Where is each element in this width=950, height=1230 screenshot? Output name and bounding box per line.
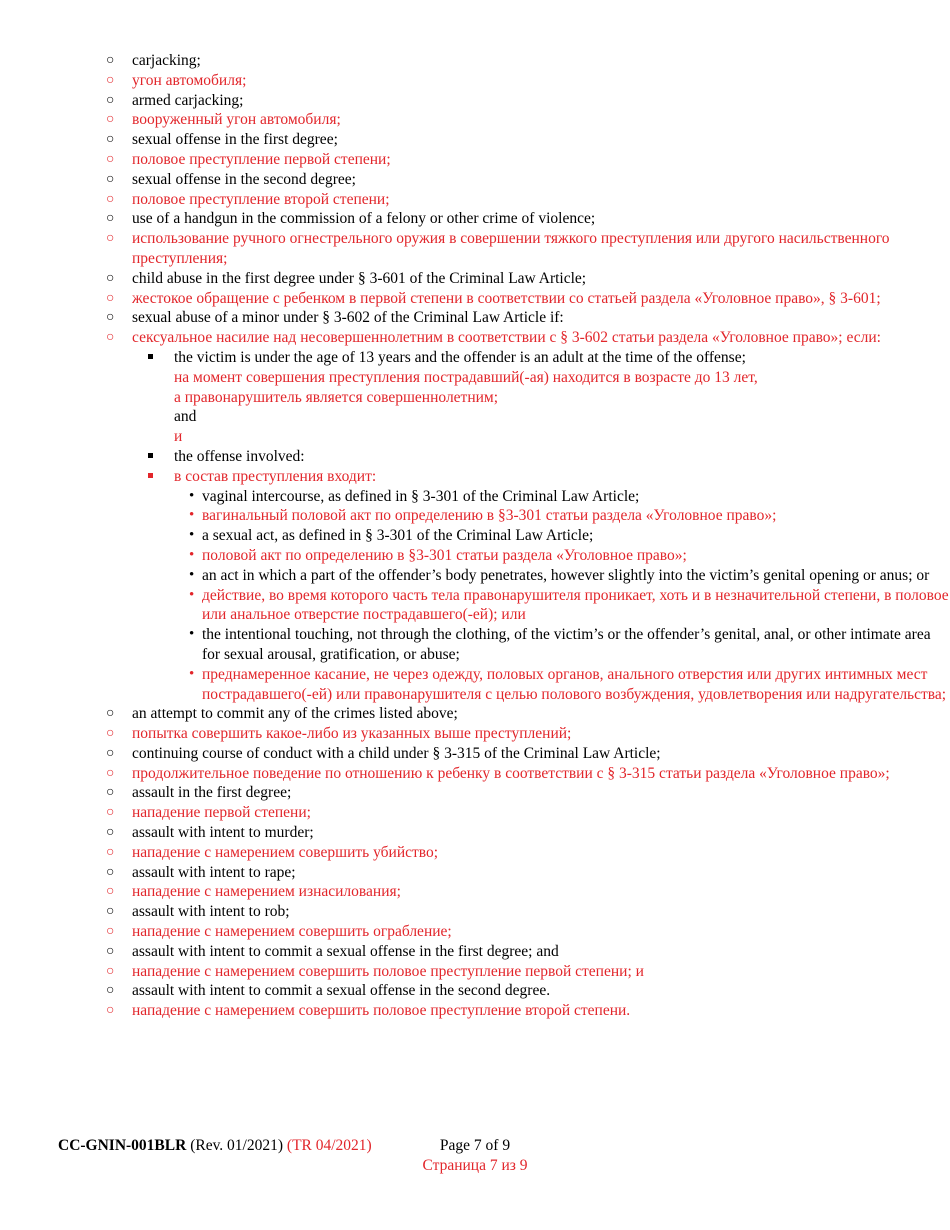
list-item xyxy=(0,566,950,586)
list-item xyxy=(0,823,950,843)
dot-bullet-icon: • xyxy=(189,507,195,524)
list-item xyxy=(0,764,950,784)
list-item xyxy=(0,803,950,823)
circle-bullet-icon: ○ xyxy=(106,270,115,286)
dot-bullet-icon: • xyxy=(189,527,195,544)
circle-bullet-icon: ○ xyxy=(106,765,115,781)
circle-bullet-icon: ○ xyxy=(106,983,115,999)
list-item xyxy=(0,902,950,922)
list-item xyxy=(0,863,950,883)
circle-bullet-icon: ○ xyxy=(106,1003,115,1019)
list-item xyxy=(0,110,950,130)
list-item-text: использование ручного огнестрельного оружия в совершении тяжкого преступления или другого насильственного преступления; xyxy=(132,230,890,267)
list-item-text: сексуальное насилие над несовершеннолетним в соответствии с § 3-602 статьи раздела «Уголовное право»; если: xyxy=(132,329,881,347)
list-item xyxy=(0,704,950,724)
list-item xyxy=(0,71,950,91)
list-item-text: нападение с намерением совершить половое преступление второй степени. xyxy=(132,1002,631,1020)
dot-bullet-icon: • xyxy=(189,626,195,643)
dot-bullet-icon: • xyxy=(189,665,195,682)
list-item-text: вооруженный угон автомобиля; xyxy=(132,111,341,129)
list-item xyxy=(0,190,950,210)
list-item-text: в состав преступления входит: xyxy=(174,467,377,485)
page-number xyxy=(420,1136,530,1176)
form-code: CC-GNIN-001BLR xyxy=(58,1137,187,1154)
circle-bullet-icon: ○ xyxy=(106,330,115,346)
list-item-text: и xyxy=(174,428,183,446)
circle-bullet-icon: ○ xyxy=(106,92,115,108)
square-bullet-icon xyxy=(148,348,153,368)
dot-bullet-icon: • xyxy=(189,546,195,563)
list-item-text: продолжительное поведение по отношению к ребенку в соответствии с § 3-315 статьи раздела «Уголовное право»; xyxy=(132,764,890,782)
list-item xyxy=(0,289,950,309)
list-item-text: sexual offense in the second degree; xyxy=(132,170,356,188)
list-item-text: an attempt to commit any of the crimes listed above; xyxy=(132,705,458,723)
circle-bullet-icon: ○ xyxy=(106,151,115,167)
square-bullet-icon xyxy=(148,467,153,487)
list-item-text: вагинальный половой акт по определению в §3-301 статьи раздела «Уголовное право»; xyxy=(202,507,777,525)
circle-bullet-icon: ○ xyxy=(106,963,115,979)
circle-bullet-icon: ○ xyxy=(106,112,115,128)
circle-bullet-icon: ○ xyxy=(106,904,115,920)
list-item xyxy=(0,744,950,764)
list-item xyxy=(0,783,950,803)
list-item xyxy=(0,586,950,626)
list-item-text: половой акт по определению в §3-301 статьи раздела «Уголовное право»; xyxy=(202,546,687,564)
list-item-text: действие, во время которого часть тела правонарушителя проникает, хоть и в незначительной степени, в половое или анальное отверстие пострадавшего(-ей); или xyxy=(202,586,949,624)
circle-bullet-icon: ○ xyxy=(106,726,115,742)
list-item-text: а правонарушитель является совершеннолетним; xyxy=(174,388,499,406)
circle-bullet-icon: ○ xyxy=(106,745,115,761)
list-item xyxy=(0,882,950,902)
list-item xyxy=(0,467,950,487)
list-item-text: половое преступление первой степени; xyxy=(132,150,391,168)
circle-bullet-icon: ○ xyxy=(106,785,115,801)
circle-bullet-icon: ○ xyxy=(106,72,115,88)
list-item-text: assault with intent to rob; xyxy=(132,903,290,921)
list-item-text: половое преступление второй степени; xyxy=(132,190,390,208)
list-item xyxy=(0,625,950,665)
list-item-text: and xyxy=(174,408,197,426)
circle-bullet-icon: ○ xyxy=(106,884,115,900)
circle-bullet-icon: ○ xyxy=(106,132,115,148)
circle-bullet-icon: ○ xyxy=(106,805,115,821)
list-item xyxy=(0,209,950,229)
list-item xyxy=(0,368,950,388)
list-item-text: sexual abuse of a minor under § 3-602 of the Criminal Law Article if: xyxy=(132,309,564,327)
list-item xyxy=(0,447,950,467)
list-item xyxy=(0,269,950,289)
circle-bullet-icon: ○ xyxy=(106,844,115,860)
list-item-text: нападение первой степени; xyxy=(132,804,311,822)
circle-bullet-icon: ○ xyxy=(106,864,115,880)
list-item xyxy=(0,150,950,170)
list-item xyxy=(0,407,950,427)
list-item xyxy=(0,328,950,348)
list-item xyxy=(0,1001,950,1021)
list-item-text: assault with intent to commit a sexual offense in the second degree. xyxy=(132,982,551,1000)
list-item-text: assault with intent to commit a sexual offense in the first degree; and xyxy=(132,942,559,960)
dot-bullet-icon: • xyxy=(189,566,195,583)
list-item-text: попытка совершить какое-либо из указанных выше преступлений; xyxy=(132,725,572,743)
list-item xyxy=(0,170,950,190)
circle-bullet-icon: ○ xyxy=(106,943,115,959)
list-item-text: assault with intent to rape; xyxy=(132,863,296,881)
list-item-text: the intentional touching, not through the clothing, of the victim’s or the offender’s genital, anal, or other intimate area for sexual arousal, gratification, or abuse; xyxy=(202,626,931,663)
list-item-text: the victim is under the age of 13 years and the offender is an adult at the time of the offense; xyxy=(174,348,746,366)
list-item xyxy=(0,665,950,705)
page-number-en: Page 7 of 9 xyxy=(439,1137,511,1154)
list-item-text: use of a handgun in the commission of a felony or other crime of violence; xyxy=(132,210,596,228)
list-item-text: assault in the first degree; xyxy=(132,784,292,802)
list-item xyxy=(0,962,950,982)
list-item-text: жестокое обращение с ребенком в первой степени в соответствии со статьей раздела «Уголовное право», § 3-601; xyxy=(132,289,881,307)
circle-bullet-icon: ○ xyxy=(106,924,115,940)
circle-bullet-icon: ○ xyxy=(106,825,115,841)
list-item xyxy=(0,546,950,566)
document-body xyxy=(0,51,950,1021)
dot-bullet-icon: • xyxy=(189,487,195,504)
list-item-text: нападение с намерением совершить ограбление; xyxy=(132,923,452,941)
circle-bullet-icon: ○ xyxy=(106,53,115,68)
circle-bullet-icon: ○ xyxy=(106,171,115,187)
form-identifier xyxy=(58,1136,372,1156)
square-bullet-icon xyxy=(148,447,153,467)
page-number-ru: Страница 7 из 9 xyxy=(422,1156,528,1174)
list-item-text: an act in which a part of the offender’s body penetrates, however slightly into the victim’s genital opening or anus; or xyxy=(202,566,930,584)
list-item xyxy=(0,229,950,269)
list-item-text: угон автомобиля; xyxy=(132,71,247,89)
list-item-text: assault with intent to murder; xyxy=(132,824,314,842)
list-item xyxy=(0,51,950,71)
list-item-text: преднамеренное касание, не через одежду, половых органов, анального отверстия или других интимных мест пострадавшего(-ей) или правонарушителя с целью полового возбуждения, удовлетворения или надругательства; xyxy=(202,665,947,703)
circle-bullet-icon: ○ xyxy=(106,211,115,227)
form-revision: (Rev. 01/2021) xyxy=(190,1137,284,1154)
list-item xyxy=(0,348,950,368)
circle-bullet-icon: ○ xyxy=(106,231,115,247)
list-item-text: vaginal intercourse, as defined in § 3-301 of the Criminal Law Article; xyxy=(202,487,640,505)
dot-bullet-icon: • xyxy=(189,586,195,603)
list-item xyxy=(0,487,950,507)
circle-bullet-icon: ○ xyxy=(106,310,115,326)
list-item-text: child abuse in the first degree under § 3-601 of the Criminal Law Article; xyxy=(132,269,587,287)
list-item-text: на момент совершения преступления пострадавший(-ая) находится в возрасте до 13 лет, xyxy=(174,368,758,386)
list-item-text: carjacking; xyxy=(132,52,201,69)
list-item xyxy=(0,922,950,942)
list-item xyxy=(0,506,950,526)
list-item xyxy=(0,427,950,447)
list-item-text: нападение с намерением совершить половое преступление первой степени; и xyxy=(132,962,644,980)
list-item-text: continuing course of conduct with a child under § 3-315 of the Criminal Law Article; xyxy=(132,744,661,762)
list-item-text: нападение с намерением совершить убийство; xyxy=(132,843,439,861)
list-item xyxy=(0,308,950,328)
list-item xyxy=(0,942,950,962)
list-item xyxy=(0,388,950,408)
list-item xyxy=(0,130,950,150)
list-item xyxy=(0,526,950,546)
list-item-text: the offense involved: xyxy=(174,447,305,465)
translation-revision: (TR 04/2021) xyxy=(286,1137,372,1154)
list-item-text: a sexual act, as defined in § 3-301 of the Criminal Law Article; xyxy=(202,527,594,545)
circle-bullet-icon: ○ xyxy=(106,290,115,306)
circle-bullet-icon: ○ xyxy=(106,191,115,207)
circle-bullet-icon: ○ xyxy=(106,706,115,722)
list-item xyxy=(0,981,950,1001)
list-item xyxy=(0,843,950,863)
list-item xyxy=(0,91,950,111)
list-item-text: sexual offense in the first degree; xyxy=(132,131,338,149)
list-item-text: armed carjacking; xyxy=(132,91,244,109)
list-item-text: нападение с намерением изнасилования; xyxy=(132,883,401,901)
list-item xyxy=(0,724,950,744)
